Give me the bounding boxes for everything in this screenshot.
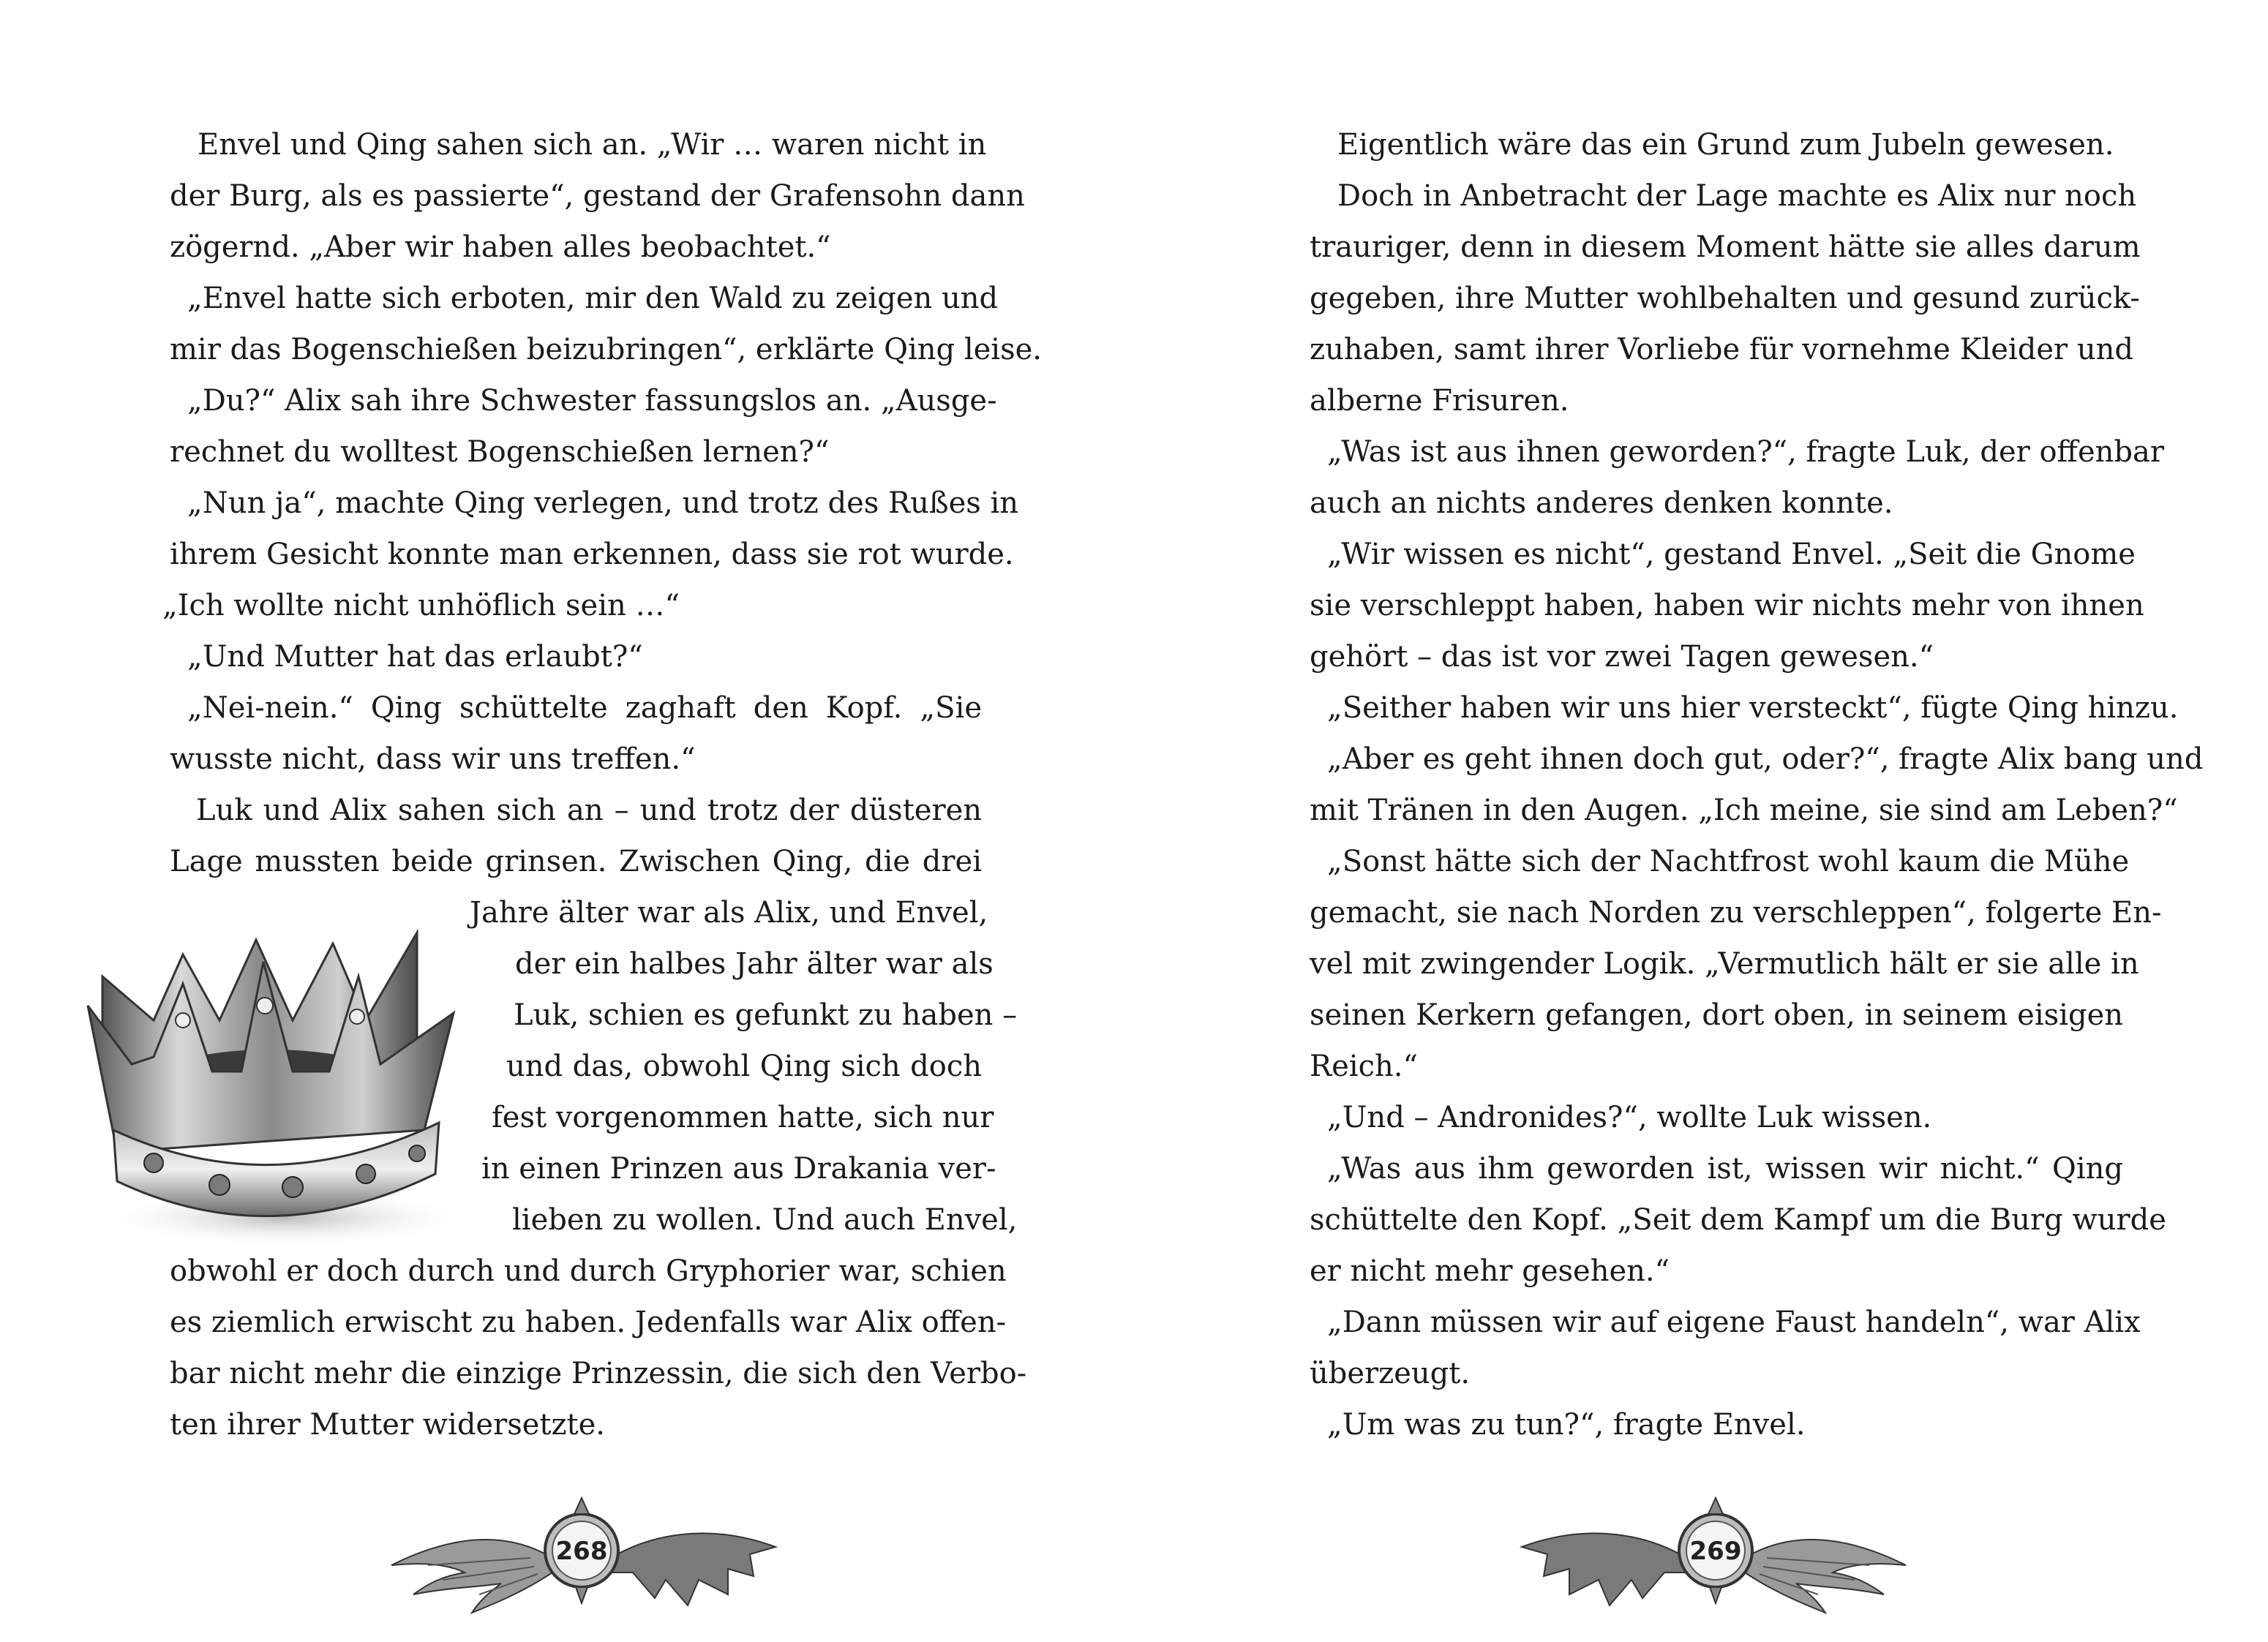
text-line: trauriger, denn in diesem Moment hätte sie alles darum: [1310, 230, 2141, 264]
text-line: „Was ist aus ihnen geworden?“, fragte Luk, der offenbar: [1327, 435, 2164, 469]
page-number: 268: [555, 1537, 608, 1566]
text-line: Doch in Anbetracht der Lage machte es Alix nur noch: [1337, 179, 2137, 213]
text-line: „Aber es geht ihnen doch gut, oder?“, fragte Alix bang und: [1327, 742, 2204, 776]
text-line: Reich.“: [1310, 1050, 1418, 1083]
right-page: [1134, 0, 2268, 1642]
text-line: „Ich wollte nicht unhöflich sein …“: [162, 589, 680, 622]
text-line: „Dann müssen wir auf eigene Faust handeln“, war Alix: [1327, 1306, 2141, 1339]
text-line: der Burg, als es passierte“, gestand der Grafensohn dann: [170, 179, 1025, 213]
text-line: obwohl er doch durch und durch Gryphorier war, schien: [170, 1254, 1007, 1288]
text-line: sie verschleppt haben, haben wir nichts mehr von ihnen: [1310, 589, 2144, 622]
page-number-ornament: [1518, 1477, 1913, 1631]
text-line: alberne Frisuren.: [1310, 384, 1569, 418]
page-number: 269: [1689, 1537, 1742, 1566]
text-line: Luk, schien es gefunkt zu haben –: [514, 998, 1018, 1032]
text-line: seinen Kerkern gefangen, dort oben, in seinem eisigen: [1310, 998, 2123, 1032]
text-line: es ziemlich erwischt zu haben. Jedenfalls war Alix offen-: [170, 1306, 1007, 1339]
text-line: zuhaben, samt ihrer Vorliebe für vornehme Kleider und: [1310, 333, 2133, 366]
text-line: zögernd. „Aber wir haben alles beobachtet.“: [170, 230, 831, 264]
text-line: er nicht mehr gesehen.“: [1310, 1254, 1670, 1288]
page-number-ornament: [384, 1477, 779, 1631]
text-line: bar nicht mehr die einzige Prinzessin, die sich den Verbo-: [170, 1357, 1027, 1390]
text-line: „Du?“ Alix sah ihre Schwester fassungslos an. „Ausge-: [187, 384, 997, 418]
text-line: lieben zu wollen. Und auch Envel,: [512, 1203, 1018, 1237]
text-line: „Envel hatte sich erboten, mir den Wald zu zeigen und: [187, 282, 999, 315]
text-line: Jahre älter war als Alix, und Envel,: [470, 896, 988, 930]
text-line: Envel und Qing sahen sich an. „Wir … waren nicht in: [198, 128, 987, 162]
text-line: mir das Bogenschießen beizubringen“, erklärte Qing leise.: [170, 333, 1042, 366]
text-line: „Seither haben wir uns hier versteckt“, fügte Qing hinzu.: [1327, 691, 2179, 725]
text-line: „Und – Andronides?“, wollte Luk wissen.: [1327, 1101, 1932, 1134]
text-line: und das, obwohl Qing sich doch: [506, 1050, 982, 1083]
text-line: ihrem Gesicht konnte man erkennen, dass sie rot wurde.: [170, 538, 1014, 571]
text-line: gehört – das ist vor zwei Tagen gewesen.“: [1310, 640, 1934, 674]
text-line: „Wir wissen es nicht“, gestand Envel. „Seit die Gnome: [1327, 538, 2136, 571]
text-line: gegeben, ihre Mutter wohlbehalten und gesund zurück-: [1310, 282, 2140, 315]
text-line: gemacht, sie nach Norden zu verschleppen“, folgerte En-: [1310, 896, 2162, 930]
text-line: vel mit zwingender Logik. „Vermutlich hält er sie alle in: [1310, 947, 2139, 981]
text-line: „Um was zu tun?“, fragte Envel.: [1327, 1408, 1806, 1442]
text-line: Luk und Alix sahen sich an – und trotz der düsteren: [196, 794, 982, 827]
crown-illustration: [73, 911, 472, 1251]
text-line: Eigentlich wäre das ein Grund zum Jubeln gewesen.: [1337, 128, 2114, 162]
text-line: „Und Mutter hat das erlaubt?“: [187, 640, 643, 674]
text-line: „Was aus ihm geworden ist, wissen wir nicht.“ Qing: [1327, 1152, 2123, 1186]
text-line: auch an nichts anderes denken konnte.: [1310, 486, 1893, 520]
text-line: ten ihrer Mutter widersetzte.: [170, 1408, 606, 1442]
text-line: rechnet du wolltest Bogenschießen lernen?“: [170, 435, 830, 469]
text-line: „Nun ja“, machte Qing verlegen, und trotz des Rußes in: [187, 486, 1019, 520]
text-line: Lage mussten beide grinsen. Zwischen Qing, die drei: [170, 845, 982, 878]
text-line: in einen Prinzen aus Drakania ver-: [481, 1152, 996, 1186]
text-line: überzeugt.: [1310, 1357, 1471, 1390]
text-line: der ein halbes Jahr älter war als: [515, 947, 994, 981]
text-line: „Sonst hätte sich der Nachtfrost wohl kaum die Mühe: [1327, 845, 2130, 878]
text-line: schüttelte den Kopf. „Seit dem Kampf um die Burg wurde: [1310, 1203, 2166, 1237]
text-line: mit Tränen in den Augen. „Ich meine, sie sind am Leben?“: [1310, 794, 2178, 827]
text-line: „Nei-nein.“ Qing schüttelte zaghaft den Kopf. „Sie: [187, 691, 982, 725]
text-line: fest vorgenommen hatte, sich nur: [492, 1101, 994, 1134]
text-line: wusste nicht, dass wir uns treffen.“: [170, 742, 696, 776]
